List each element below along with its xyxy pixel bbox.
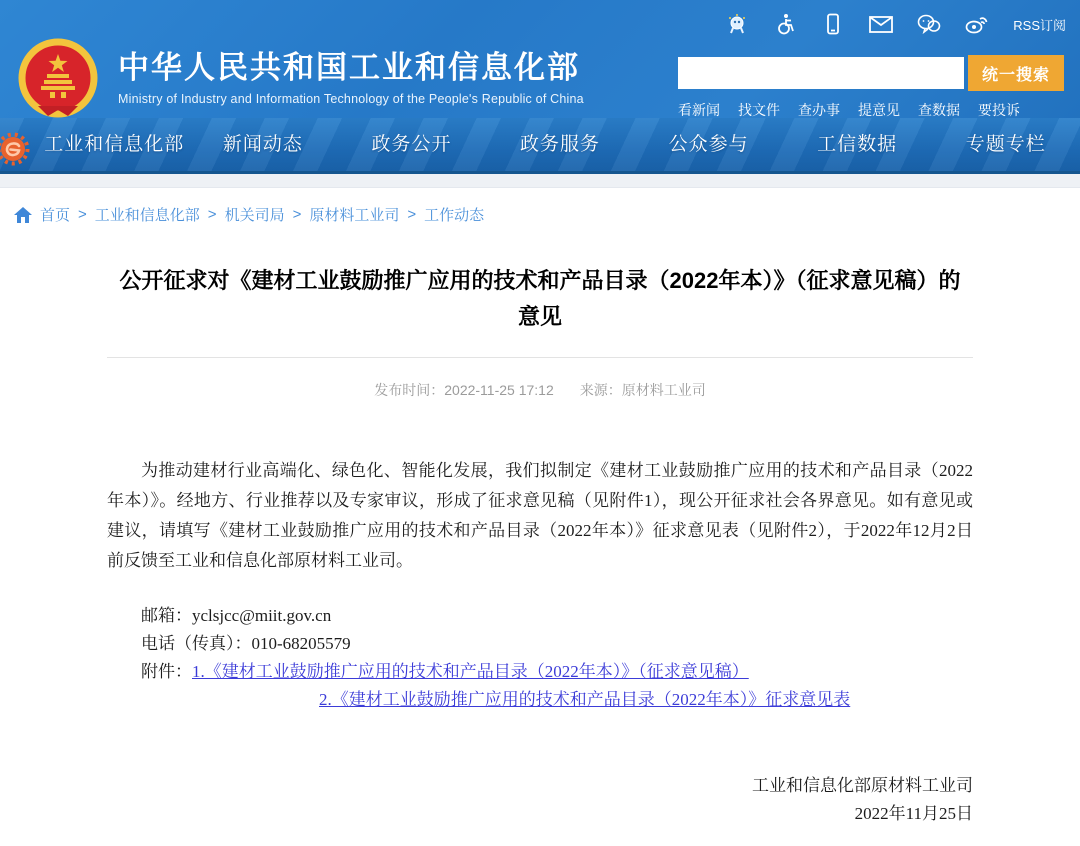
email-value: yclsjcc@miit.gov.cn [192,606,332,625]
article-body-paragraph: 为推动建材行业高端化、绿色化、智能化发展，我们拟制定《建材工业鼓励推广应用的技术和产品目录（2022年本）》。经地方、行业推荐以及专家审议，形成了征求意见稿（见附件1），现公开征求社会各界意见。如有意见或建议，请填写《建材工业鼓励推广应用的技术和产品目录（2022年本）》征求意见表（见附件2），于2022年12月2日前反馈至工业和信息化部原材料工业司。 [107,461,973,570]
breadcrumb-separator: > [207,206,217,223]
breadcrumb-raw-materials-dept[interactable]: 原材料工业司 [309,207,400,224]
attachment-link-2[interactable]: 2.《建材工业鼓励推广应用的技术和产品目录（2022年本）》征求意见表 [319,690,851,709]
main-nav [0,118,1080,174]
nav-item-miit[interactable]: 工业和信息化部 [44,134,185,155]
unified-search-button[interactable]: 统一搜索 [968,55,1064,91]
nav-item-industry-data[interactable]: 工信数据 [817,134,898,155]
breadcrumb [0,188,1080,235]
breadcrumb-work-updates[interactable]: 工作动态 [424,207,485,224]
phone-label: 电话（传真）： [141,634,252,653]
weibo-icon[interactable] [965,12,989,36]
breadcrumb-separator: > [292,206,302,223]
quick-link-suggestions[interactable]: 提意见 [858,102,900,118]
site-brand [14,38,584,118]
publish-time-label: 发布时间： [374,382,445,398]
attachment-link-1[interactable]: 1.《建材工业鼓励推广应用的技术和产品目录（2022年本）》（征求意见稿） [192,662,749,681]
wechat-icon[interactable] [917,12,941,36]
quick-link-documents[interactable]: 找文件 [738,102,780,118]
breadcrumb-separator: > [78,206,87,223]
attachments-label: 附件： [141,662,192,681]
breadcrumb-departments[interactable]: 机关司局 [224,207,285,224]
site-title-english: Ministry of Industry and Information Technology of the People's Republic of China [118,92,584,106]
signature-block [107,772,973,846]
quick-link-news[interactable]: 看新闻 [678,102,720,118]
phone-value: 010-68205579 [251,634,351,653]
mascot-icon[interactable] [725,12,749,36]
header-divider-strip [0,174,1080,188]
breadcrumb-home[interactable]: 首页 [40,207,71,224]
nav-item-news[interactable]: 新闻动态 [222,134,303,155]
title-divider [107,357,973,358]
rss-subscribe-link[interactable]: RSS订阅 [1013,17,1066,33]
search-area [678,57,1064,120]
mail-icon[interactable] [869,12,893,36]
brand-text [118,50,584,106]
source-label: 来源： [579,382,622,398]
home-icon[interactable] [14,207,32,223]
email-label: 邮箱： [141,606,192,625]
gear-logo-icon[interactable] [0,132,30,166]
accessibility-icon[interactable] [773,12,797,36]
breadcrumb-separator: > [407,206,417,223]
search-input[interactable] [678,57,964,89]
quick-link-complaints[interactable]: 要投诉 [978,102,1020,118]
signature-date: 2022年11月25日 [854,804,973,823]
email-line [107,602,973,630]
source-value: 原材料工业司 [621,382,706,398]
top-utility-bar [725,12,1066,36]
breadcrumb-miit[interactable]: 工业和信息化部 [94,207,200,224]
phone-line [107,630,973,658]
nav-item-gov-disclosure[interactable]: 政务公开 [371,134,452,155]
quick-links [678,100,1064,120]
nav-item-public-participation[interactable]: 公众参与 [668,134,749,155]
contact-block [107,602,973,714]
attachments-line [107,658,973,686]
nav-item-special-topics[interactable]: 专题专栏 [965,134,1046,155]
site-header [0,0,1080,118]
nav-items [0,118,1080,171]
site-title[interactable]: 中华人民共和国工业和信息化部 [118,50,580,85]
attachments-line-2 [107,686,973,714]
article-meta [107,380,973,400]
quick-link-data[interactable]: 查数据 [918,102,960,118]
national-emblem-icon [14,38,102,118]
signature-department: 工业和信息化部原材料工业司 [752,776,973,795]
nav-item-gov-services[interactable]: 政务服务 [520,134,601,155]
article-title: 公开征求对《建材工业鼓励推广应用的技术和产品目录（2022年本）》（征求意见稿）的意见 [119,268,961,329]
article [107,235,973,846]
mobile-icon[interactable] [821,12,845,36]
publish-time: 2022-11-25 17:12 [444,382,554,398]
quick-link-services[interactable]: 查办事 [798,102,840,118]
